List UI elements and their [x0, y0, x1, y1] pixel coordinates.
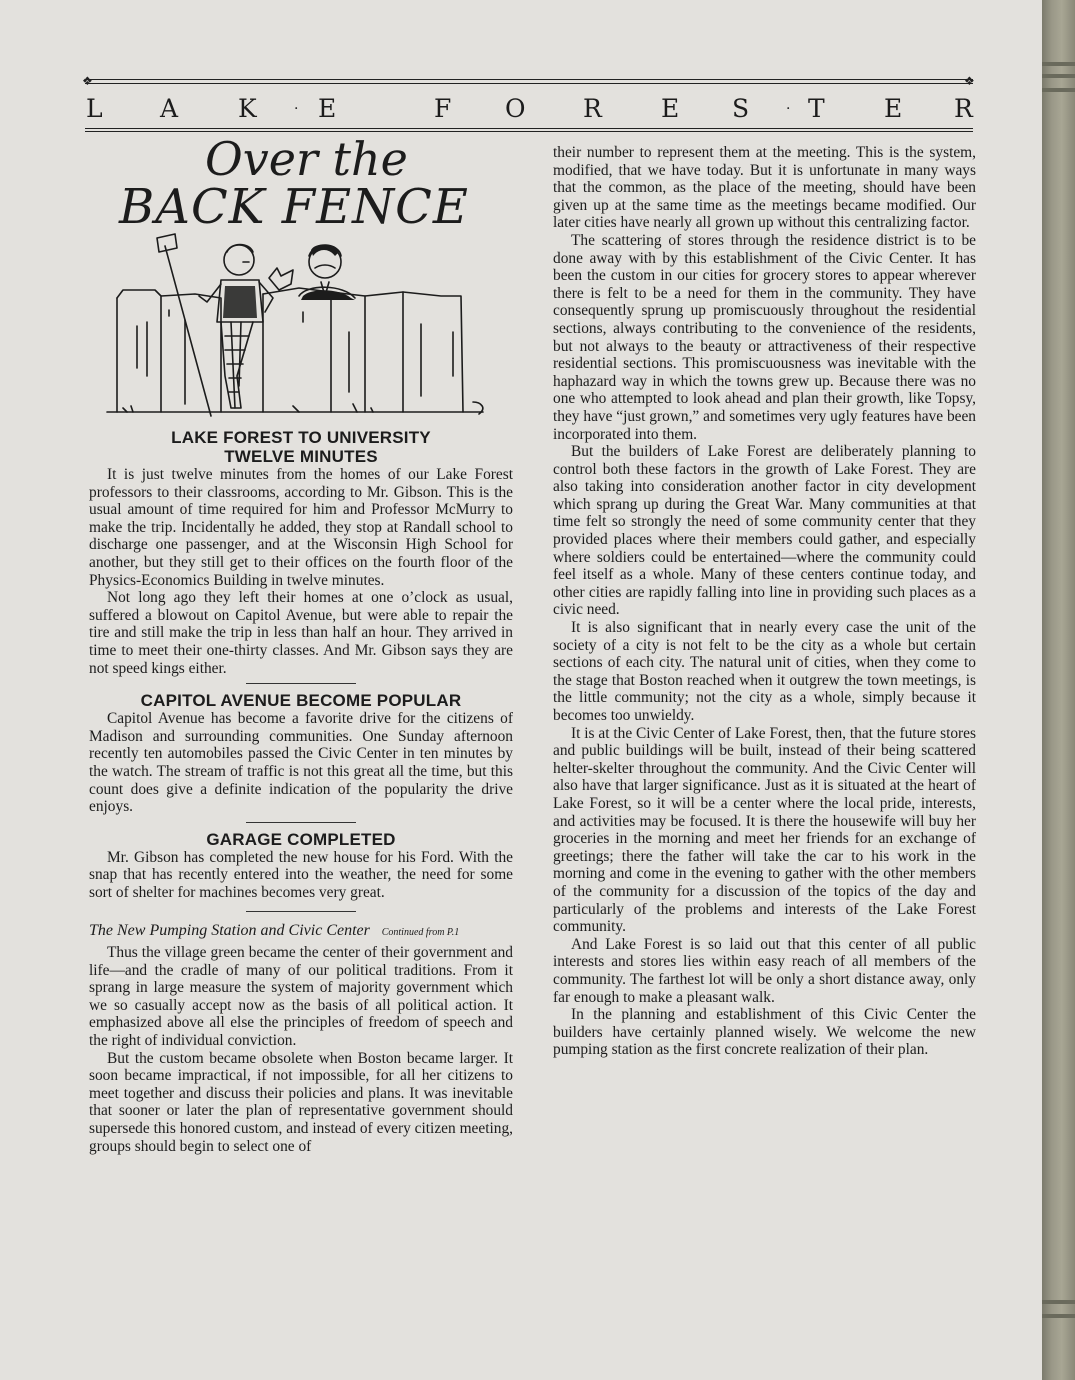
paragraph: It is just twelve minutes from the homes of our Lake Forest professors to their classrooms, according to Mr. Gibson. This is the usual amount of time required for him and Professor McMurry to make the trip. Incidentally he added, they stop at Randall school to discharge one passenger, and at the Wisconsin High School for another, but they still get to their offices on the fourth floor of the Physics-Economics Building in twelve minutes.: [89, 466, 513, 589]
section-title-university: [89, 428, 513, 466]
masthead-letter: L: [86, 94, 103, 123]
section-title-capitol-avenue: CAPITOL AVENUE BECOME POPULAR: [140, 691, 462, 711]
masthead-letter: S: [732, 94, 750, 123]
page-binding-edge: [1042, 0, 1075, 1380]
masthead-letter: R: [583, 94, 602, 123]
section-divider: [246, 822, 356, 823]
paragraph: And Lake Forest is so laid out that this center of all public interests and stores lies within easy reach of all members of the community. The farthest lot will be only a short distance away, only far enough to make a pleasant walk.: [553, 935, 976, 1006]
masthead-letter: F: [434, 94, 452, 123]
masthead-letter: R: [954, 94, 973, 123]
masthead-letter: T: [808, 94, 825, 123]
section-divider: [246, 911, 356, 912]
paragraph: But the custom became obsolete when Boston became larger. It soon became impractical, if not impossible, for all her citizens to meet together and discuss their policies and plans. It was inevitable that sooner or later the plan of representative government should supersede this honored custom, and instead of every citizen meeting, groups should begin to select one of: [89, 1049, 513, 1155]
masthead-rule-upper: [85, 128, 973, 129]
paragraph: In the planning and establishment of this Civic Center the builders have certainly planned wisely. We welcome the new pumping station as the first concrete realization of their plan.: [553, 1006, 976, 1059]
masthead-letter: E: [318, 94, 337, 123]
right-column: [553, 144, 976, 1059]
masthead-letter: A: [160, 94, 179, 123]
section-divider: [246, 683, 356, 684]
continuation-title: The New Pumping Station and Civic Center: [89, 922, 370, 940]
ornament-right-icon: ❖: [964, 74, 975, 88]
left-column: [89, 428, 513, 1155]
paragraph: It is also significant that in nearly every case the unit of the society of a city is not felt to be the city as a whole but certain sections of each city. The natural unit of cities, when they come to the stage that Boston reached when it outgrew the town meetings, is the little community; not the city as a whole, simply because it becomes too unwieldy.: [553, 619, 976, 724]
paragraph: Capitol Avenue has become a favorite drive for the citizens of Madison and surrounding communities. One Sunday afternoon recently ten automobiles passed the Civic Center in ten minutes by the watch. The stream of traffic is not this great all the time, but this count does give a definite indication of the popularity the drive enjoys.: [89, 710, 513, 816]
paragraph: It is at the Civic Center of Lake Forest, then, that the future stores and public buildings will be built, instead of their being scattered helter-skelter throughout the community. And the Civic Center will also have that larger significance. Just as it is situated at the heart of Lake Forest, so it will be a center where the local pride, interests, and activities may be focused. It is there the housewife will buy her groceries in the morning and meet her friends for an exchange of greetings; there the father will take the car to his work in the morning and come in the evening to gather with the other members of the community for a discussion of the topics of the day and particularly of the problems and interests of the Lake Forest community.: [553, 724, 976, 936]
masthead: [86, 94, 974, 130]
masthead-letter: O: [505, 94, 526, 123]
continuation-heading: [89, 922, 513, 942]
headline-line-1: Over the: [205, 132, 408, 186]
section-title-line-1: LAKE FOREST TO UNIVERSITY: [171, 428, 431, 447]
back-fence-illustration: [103, 226, 493, 426]
top-rule-upper: [85, 79, 973, 80]
masthead-dot: ·: [294, 101, 299, 117]
ornament-left-icon: ❖: [82, 74, 93, 88]
masthead-dot: ·: [786, 101, 791, 117]
masthead-letter: E: [661, 94, 680, 123]
section-title-line-2: TWELVE MINUTES: [224, 447, 378, 466]
paragraph: their number to represent them at the meeting. This is the system, modified, that we have today. But it is unfortunate in many ways that the common, as the place of the meeting, should have been given up at the same time as the meetings became modified. Our later cities have nearly all grown up without this centralizing factor.: [553, 144, 976, 232]
paragraph: But the builders of Lake Forest are deliberately planning to control both these factors in the growth of Lake Forest. They are also taking into consideration another factor in city development which sprang up during the Great War. Many communities at that time felt so strongly the need of some community center that they provided places where their members could gather, and especially where soldiers could be entertained—where the community could feel itself as a whole. Many of these centers continue today, and other cities are rapidly falling into line in providing such places as a civic need.: [553, 443, 976, 619]
masthead-letter: E: [884, 94, 903, 123]
section-title-garage: GARAGE COMPLETED: [206, 829, 396, 849]
paragraph: The scattering of stores through the residence district is to be done away with by this establishment of the Civic Center. It has been the custom in our cities for grocery stores to appear wherever there is felt to be a need for them in the community. They have consequently sprung up promiscuously throughout the residential sections, always contributing to the convenience of the residents, but not always to the beauty or attractiveness of their respective residential sections. This promiscuousness was inevitable with the haphazard way in which the towns grew up. Because there was no one who attempted to look ahead and plan their growth, like Topsy, they have “just grown,” and sometimes very ugly features have been incorporated into them.: [553, 231, 976, 443]
paragraph: Mr. Gibson has completed the new house for his Ford. With the snap that has recently entered into the weather, the need for some sort of shelter for machines becomes very great.: [89, 848, 513, 901]
headline-line-2: BACK FENCE: [119, 179, 469, 235]
continuation-note: Continued from P.1: [381, 927, 460, 939]
top-rule-lower: [85, 83, 973, 84]
masthead-letter: K: [238, 94, 257, 123]
paragraph: Thus the village green became the center of their government and life—and the cradle of many of our political traditions. From it sprang in large measure the system of majority government which we so casually accept now as the basis of all political action. It emphasized above all else the principles of freedom of speech and the right of individual conviction.: [89, 944, 513, 1050]
paragraph: Not long ago they left their homes at one o’clock as usual, suffered a blowout on Capitol Avenue, but were able to repair the tire and still make the trip in less than half an hour. They arrived in time to meet their one-thirty classes. And Mr. Gibson says they are not speed kings either.: [89, 589, 513, 677]
